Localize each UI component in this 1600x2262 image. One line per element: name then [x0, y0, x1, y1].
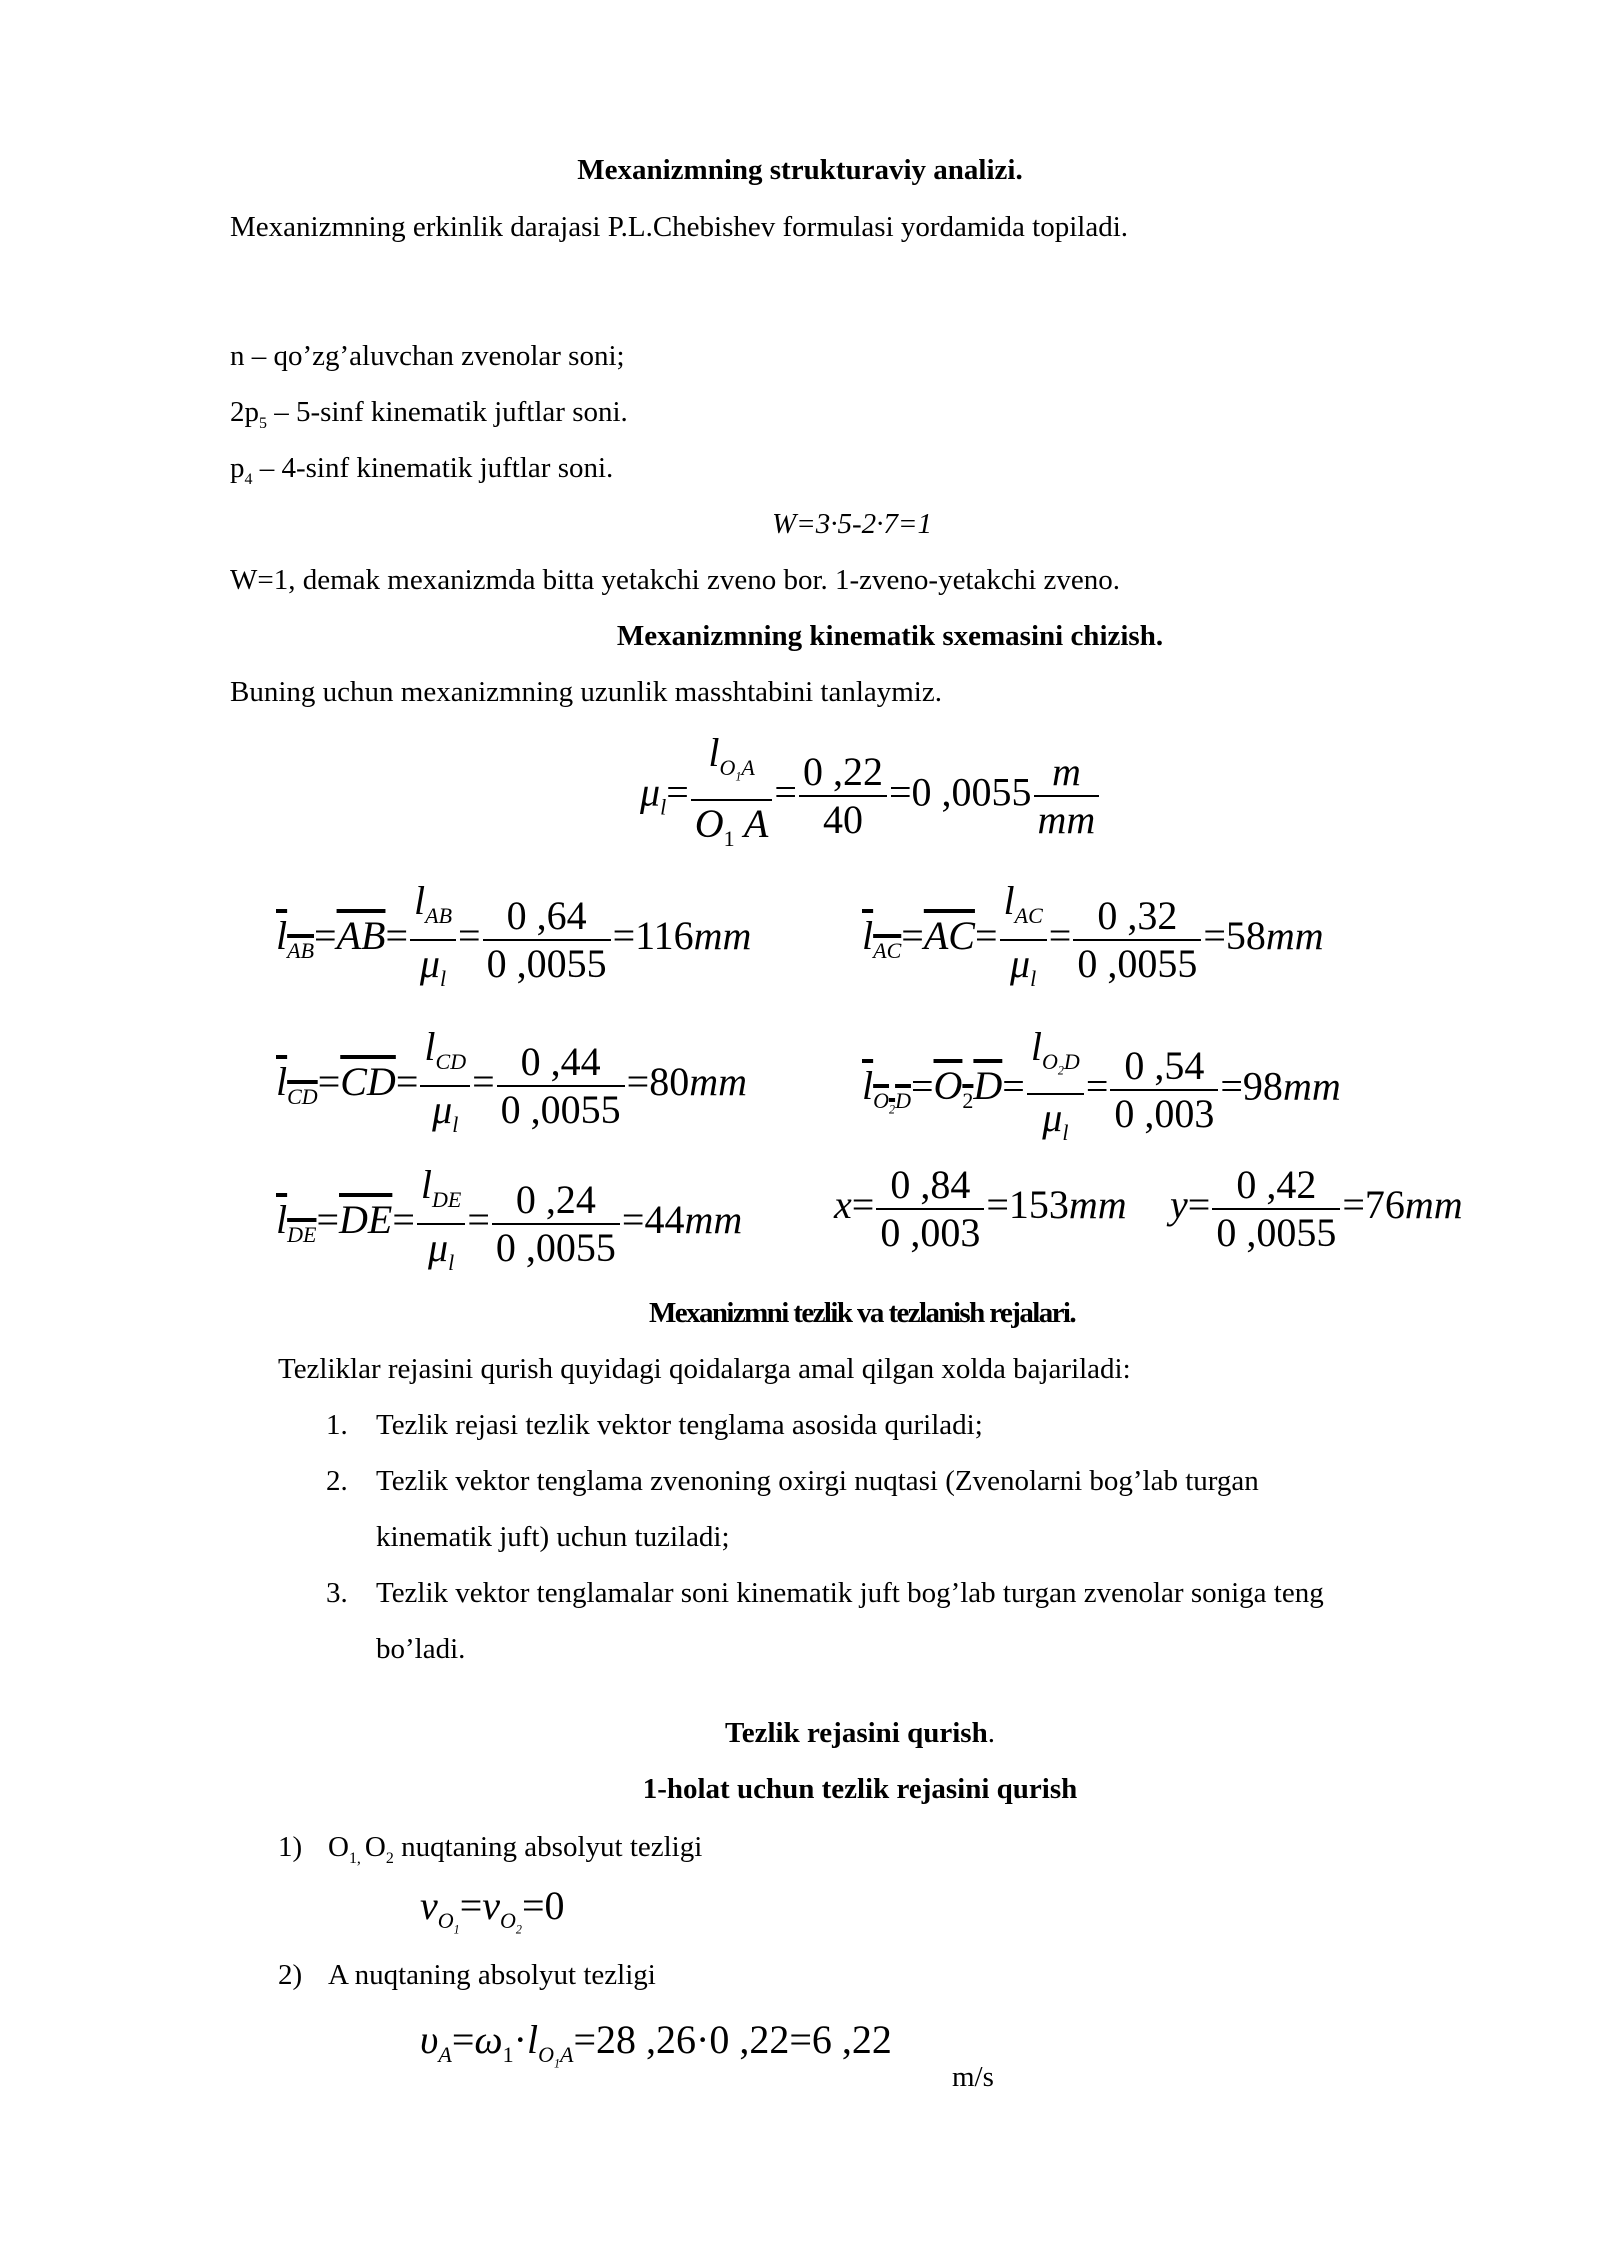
def-p5: $2p_5 - 5-\sin f$ kinematik juftlar soni.: [230, 396, 628, 432]
eq-de: $l_{DE}=\overline{DE}=$ $\frac{l_{DE}}{\mu_l}$ = $\frac{0 ,24}{0 ,0055}$ =44mm: [276, 1162, 743, 1275]
mu-formula: $\mu_l=$ $\frac{l_{O_1A}}{O_1 A}$ = $\frac{0 ,22}{40}$ =0 ,0055 $\frac{m}{mm}$: [640, 730, 1101, 862]
eq-x: x= $\frac{0 ,84}{0 ,003}$ =153mm: [834, 1162, 1127, 1255]
intro-paragraph: Mexanizmning erkinlik darajasi P.L.Chebishev formulasi yordamida topiladi.: [230, 211, 1129, 243]
rule-item-3: 3. Tezlik vektor tenglamalar soni kinematik juft bog’lab turgan zvenolar soniga teng: [326, 1577, 1324, 1609]
eq-cd: $l_{CD}=\overline{CD}=$ $\frac{l_{CD}}{\mu_l}$ = $\frac{0 ,44}{0 ,0055}$ =80mm: [276, 1024, 747, 1137]
eq-o2d: $l_{O_2D}=O_2D=$ $\frac{l_{O_2D}}{\mu_l}$ = $\frac{0 ,54}{0 ,003}$ =98mm: [862, 1024, 1341, 1146]
heading-velocity-plans: Mexanizmni tezlik va tezlanish rejalari.: [649, 1297, 1075, 1329]
rule-item-1: 1. Tezlik rejasi tezlik vektor tenglama asosida quriladi;: [326, 1409, 983, 1441]
heading-kinematic-scheme: Mexanizmning kinematik sxemasini chizish.: [616, 620, 1164, 652]
heading-structural-analysis: Mexanizmning strukturaviy analizi.: [577, 154, 1023, 186]
rule-item-3-cont: bo’ladi.: [376, 1633, 466, 1665]
step-1: 1) $O_{1,}$ $O_2$ nuqtaning absolyut tezligi: [278, 1831, 703, 1867]
w-formula: W=3·5-2·7=1: [772, 508, 932, 540]
eq-ab: $l_{AB}=\overline{AB}=$ $\frac{l_{AB}}{\mu_l}$ = $\frac{0 ,64}{0 ,0055}$ =116mm: [276, 878, 752, 991]
rule-item-2-cont: kinematik juft) uchun tuziladi;: [376, 1521, 730, 1553]
unit-ms: m/s: [952, 2061, 994, 2093]
heading-position-1: 1-holat uchun tezlik rejasini qurish: [642, 1773, 1078, 1805]
rules-intro: Tezliklar rejasini qurish quyidagi qoidalarga amal qilgan xolda bajariladi:: [278, 1353, 1131, 1385]
step-2: 2) A nuqtaning absolyut tezligi: [278, 1959, 656, 1991]
def-p4: $p_4 - 4-\sin f$ kinematik juftlar soni.: [230, 452, 614, 488]
heading-velocity-plan: Tezlik rejasini qurish.: [725, 1717, 995, 1749]
eq-v-o1-o2: $v_{O_1}=v_{O_2}=0$: [420, 1883, 565, 1937]
eq-y: y= $\frac{0 ,42}{0 ,0055}$ =76mm: [1170, 1162, 1463, 1255]
eq-v-a: $\upsilon_A=\omega_1\cdot l_{O_1A}=28$ ,26·0 ,22=6 ,22: [420, 2017, 892, 2071]
eq-ac: $l_{AC}=\overline{AC}=$ $\frac{l_{AC}}{\mu_l}$ = $\frac{0 ,32}{0 ,0055}$ =58mm: [862, 878, 1324, 991]
w-result: W=1, demak mexanizmda bitta yetakchi zveno bor. 1-zveno-yetakchi zveno.: [230, 564, 1121, 596]
rule-item-2: 2. Tezlik vektor tenglama zvenoning oxirgi nuqtasi (Zvenolarni bog’lab turgan: [326, 1465, 1259, 1497]
def-n: n – qo’zg’aluvchan zvenolar soni;: [230, 340, 625, 372]
scale-intro: Buning uchun mexanizmning uzunlik masshtabini tanlaymiz.: [230, 676, 942, 708]
